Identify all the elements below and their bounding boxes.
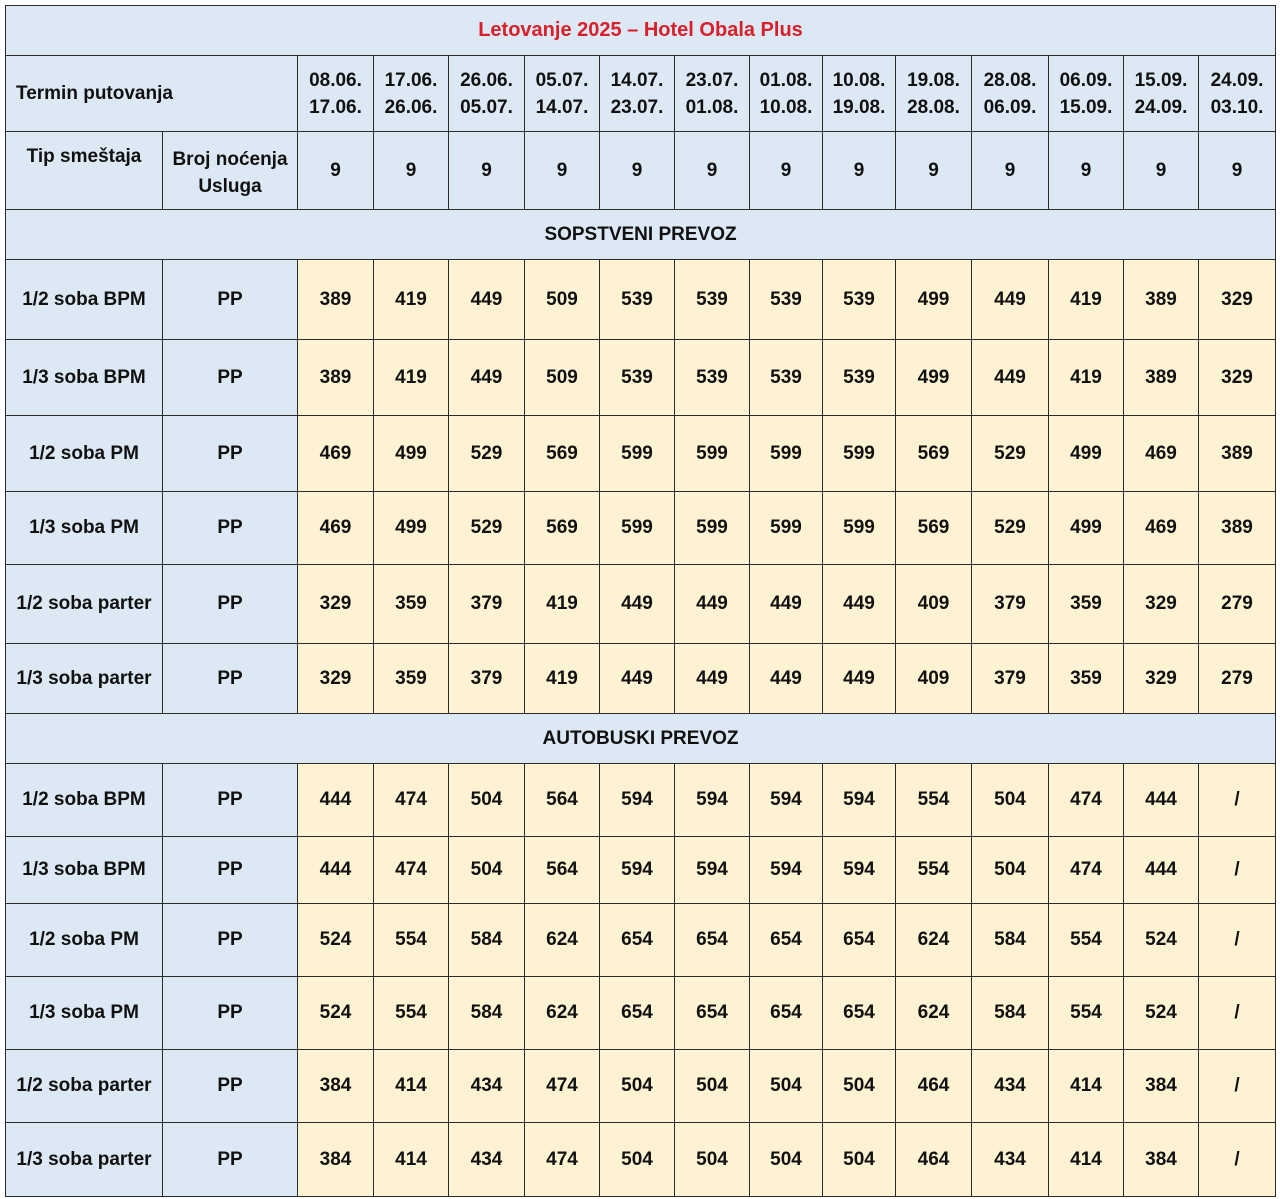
price-cell: 414 <box>374 1123 449 1197</box>
price-cell: / <box>1199 904 1276 977</box>
price-cell: 419 <box>525 644 600 714</box>
nights-7: 9 <box>823 132 896 210</box>
price-cell: 499 <box>374 492 449 565</box>
price-cell: 379 <box>972 644 1049 714</box>
price-table <box>5 5 1276 1197</box>
price-cell: 499 <box>1049 492 1124 565</box>
price-cell: 419 <box>374 340 449 416</box>
price-cell: 444 <box>1124 764 1199 837</box>
nights-row <box>6 132 1276 210</box>
price-cell: 449 <box>675 565 750 644</box>
period-from: 28.08. <box>983 69 1037 91</box>
price-cell: 594 <box>600 837 675 904</box>
price-cell: 449 <box>600 565 675 644</box>
period-6 <box>750 56 823 132</box>
section-row <box>6 210 1276 260</box>
price-cell: 444 <box>298 837 374 904</box>
nights-0: 9 <box>298 132 374 210</box>
price-cell: 449 <box>972 260 1049 340</box>
period-to: 14.07. <box>535 96 589 118</box>
price-table-body <box>6 6 1276 1197</box>
price-cell: 509 <box>525 260 600 340</box>
price-cell: 474 <box>1049 764 1124 837</box>
price-cell: 474 <box>374 837 449 904</box>
price-cell: 419 <box>525 565 600 644</box>
service: PP <box>163 565 298 644</box>
service: PP <box>163 977 298 1050</box>
price-cell: 569 <box>896 416 972 492</box>
price-cell: 464 <box>896 1123 972 1197</box>
price-cell: 379 <box>972 565 1049 644</box>
table-row <box>6 977 1276 1050</box>
price-cell: 584 <box>449 904 525 977</box>
period-to: 05.07. <box>460 96 513 118</box>
price-cell: 329 <box>1124 565 1199 644</box>
room-type: 1/3 soba parter <box>6 644 163 714</box>
price-cell: 329 <box>1199 340 1276 416</box>
section-row <box>6 714 1276 764</box>
price-cell: 524 <box>1124 904 1199 977</box>
price-cell: 419 <box>1049 260 1124 340</box>
price-cell: 449 <box>823 565 896 644</box>
price-cell: 594 <box>675 764 750 837</box>
room-type: 1/3 soba BPM <box>6 340 163 416</box>
price-cell: 554 <box>896 764 972 837</box>
nights-12: 9 <box>1199 132 1276 210</box>
nights-10: 9 <box>1049 132 1124 210</box>
price-cell: 504 <box>449 764 525 837</box>
price-cell: 329 <box>298 644 374 714</box>
room-type: 1/3 soba PM <box>6 977 163 1050</box>
price-cell: 434 <box>972 1050 1049 1123</box>
period-to: 19.08. <box>832 96 886 118</box>
price-cell: 504 <box>972 764 1049 837</box>
price-cell: 359 <box>374 565 449 644</box>
price-cell: 379 <box>449 644 525 714</box>
period-to: 23.07. <box>610 96 664 118</box>
price-cell: 539 <box>750 340 823 416</box>
price-cell: 554 <box>1049 904 1124 977</box>
price-cell: / <box>1199 1050 1276 1123</box>
nights-3: 9 <box>525 132 600 210</box>
price-cell: 624 <box>896 977 972 1050</box>
price-cell: 434 <box>972 1123 1049 1197</box>
price-cell: 504 <box>750 1123 823 1197</box>
price-cell: 654 <box>823 904 896 977</box>
price-cell: 384 <box>298 1123 374 1197</box>
price-cell: 594 <box>600 764 675 837</box>
table-row <box>6 1050 1276 1123</box>
price-cell: 464 <box>896 1050 972 1123</box>
price-cell: 539 <box>823 340 896 416</box>
service: PP <box>163 837 298 904</box>
service: PP <box>163 260 298 340</box>
price-cell: 449 <box>449 340 525 416</box>
price-cell: 434 <box>449 1050 525 1123</box>
period-10 <box>1049 56 1124 132</box>
period-to: 06.09. <box>983 96 1037 118</box>
price-cell: 384 <box>1124 1050 1199 1123</box>
service: PP <box>163 904 298 977</box>
period-from: 05.07. <box>535 69 589 91</box>
period-from: 24.09. <box>1210 69 1264 91</box>
table-row <box>6 904 1276 977</box>
price-cell: 654 <box>750 977 823 1050</box>
period-7 <box>823 56 896 132</box>
room-type: 1/2 soba BPM <box>6 260 163 340</box>
price-cell: 554 <box>896 837 972 904</box>
price-cell: 434 <box>449 1123 525 1197</box>
period-0 <box>298 56 374 132</box>
price-cell: 389 <box>298 260 374 340</box>
period-9 <box>972 56 1049 132</box>
price-cell: 279 <box>1199 644 1276 714</box>
service: PP <box>163 492 298 565</box>
price-cell: 329 <box>1199 260 1276 340</box>
price-cell: 599 <box>675 416 750 492</box>
price-cell: 594 <box>750 764 823 837</box>
price-cell: 469 <box>298 492 374 565</box>
price-cell: 504 <box>823 1050 896 1123</box>
section-label: SOPSTVENI PREVOZ <box>6 210 1276 260</box>
nights-8: 9 <box>896 132 972 210</box>
service: PP <box>163 644 298 714</box>
price-cell: 569 <box>525 416 600 492</box>
price-cell: 449 <box>449 260 525 340</box>
price-cell: 599 <box>823 492 896 565</box>
price-cell: 359 <box>374 644 449 714</box>
price-cell: 529 <box>449 416 525 492</box>
period-to: 01.08. <box>685 96 739 118</box>
price-cell: 509 <box>525 340 600 416</box>
price-cell: 449 <box>750 565 823 644</box>
price-cell: 499 <box>374 416 449 492</box>
price-cell: 504 <box>600 1050 675 1123</box>
nights-2: 9 <box>449 132 525 210</box>
price-cell: 584 <box>449 977 525 1050</box>
room-type: 1/2 soba parter <box>6 1050 163 1123</box>
period-from: 06.09. <box>1059 69 1113 91</box>
price-cell: 474 <box>1049 837 1124 904</box>
nights-9: 9 <box>972 132 1049 210</box>
table-row <box>6 837 1276 904</box>
nights-5: 9 <box>675 132 750 210</box>
usluga-label: Usluga <box>198 176 262 197</box>
price-cell: 524 <box>298 977 374 1050</box>
price-cell: 329 <box>1124 644 1199 714</box>
price-cell: 524 <box>1124 977 1199 1050</box>
service: PP <box>163 416 298 492</box>
price-cell: 654 <box>750 904 823 977</box>
price-cell: 539 <box>750 260 823 340</box>
price-cell: 584 <box>972 904 1049 977</box>
period-4 <box>600 56 675 132</box>
period-from: 10.08. <box>832 69 886 91</box>
price-cell: 654 <box>823 977 896 1050</box>
period-12 <box>1199 56 1276 132</box>
price-cell: 599 <box>600 416 675 492</box>
period-to: 24.09. <box>1134 96 1188 118</box>
price-cell: 449 <box>823 644 896 714</box>
price-cell: 469 <box>1124 492 1199 565</box>
room-type: 1/2 soba BPM <box>6 764 163 837</box>
price-cell: 654 <box>675 904 750 977</box>
price-cell: 389 <box>1124 340 1199 416</box>
table-row <box>6 1123 1276 1197</box>
price-cell: / <box>1199 977 1276 1050</box>
price-cell: 384 <box>1124 1123 1199 1197</box>
price-cell: 389 <box>298 340 374 416</box>
period-1 <box>374 56 449 132</box>
period-to: 10.08. <box>759 96 813 118</box>
nights-6: 9 <box>750 132 823 210</box>
price-cell: / <box>1199 837 1276 904</box>
price-cell: 569 <box>525 492 600 565</box>
period-from: 19.08. <box>907 69 960 91</box>
price-cell: 584 <box>972 977 1049 1050</box>
price-cell: 414 <box>1049 1050 1124 1123</box>
price-cell: 504 <box>675 1050 750 1123</box>
price-cell: 279 <box>1199 565 1276 644</box>
period-from: 23.07. <box>685 69 739 91</box>
price-cell: 359 <box>1049 644 1124 714</box>
table-row <box>6 644 1276 714</box>
service: PP <box>163 340 298 416</box>
table-row <box>6 565 1276 644</box>
period-to: 15.09. <box>1059 96 1113 118</box>
price-cell: 599 <box>600 492 675 565</box>
price-cell: 654 <box>600 977 675 1050</box>
price-cell: 539 <box>675 260 750 340</box>
price-cell: 599 <box>750 416 823 492</box>
table-row <box>6 416 1276 492</box>
price-cell: 529 <box>449 492 525 565</box>
room-type: 1/2 soba PM <box>6 416 163 492</box>
period-to: 17.06. <box>309 96 362 118</box>
price-cell: 449 <box>972 340 1049 416</box>
price-cell: 599 <box>750 492 823 565</box>
price-cell: 504 <box>823 1123 896 1197</box>
price-cell: 554 <box>374 977 449 1050</box>
price-cell: 594 <box>675 837 750 904</box>
period-from: 01.08. <box>759 69 813 91</box>
price-cell: 529 <box>972 492 1049 565</box>
price-cell: 624 <box>896 904 972 977</box>
price-cell: 474 <box>525 1123 600 1197</box>
price-cell: 599 <box>823 416 896 492</box>
price-cell: 449 <box>675 644 750 714</box>
price-cell: 529 <box>972 416 1049 492</box>
price-cell: 539 <box>600 340 675 416</box>
price-cell: 359 <box>1049 565 1124 644</box>
period-from: 08.06. <box>309 69 362 91</box>
price-cell: 504 <box>600 1123 675 1197</box>
price-cell: 504 <box>972 837 1049 904</box>
price-cell: 449 <box>600 644 675 714</box>
period-11 <box>1124 56 1199 132</box>
room-type: 1/2 soba parter <box>6 565 163 644</box>
price-cell: 419 <box>1049 340 1124 416</box>
period-8 <box>896 56 972 132</box>
table-row <box>6 492 1276 565</box>
price-cell: 539 <box>823 260 896 340</box>
broj-usluga-label <box>163 132 298 210</box>
room-type: 1/3 soba parter <box>6 1123 163 1197</box>
price-cell: 379 <box>449 565 525 644</box>
room-type: 1/2 soba PM <box>6 904 163 977</box>
termin-label: Termin putovanja <box>6 56 298 132</box>
period-from: 26.06. <box>460 69 513 91</box>
service: PP <box>163 1050 298 1123</box>
price-cell: 414 <box>1049 1123 1124 1197</box>
price-cell: 654 <box>600 904 675 977</box>
price-cell: 409 <box>896 565 972 644</box>
broj-label: Broj noćenja <box>172 149 288 170</box>
price-cell: 499 <box>896 340 972 416</box>
price-cell: 594 <box>750 837 823 904</box>
price-cell: 624 <box>525 904 600 977</box>
price-cell: 594 <box>823 837 896 904</box>
price-cell: 329 <box>298 565 374 644</box>
price-cell: / <box>1199 764 1276 837</box>
price-cell: 499 <box>896 260 972 340</box>
price-cell: 554 <box>374 904 449 977</box>
period-to: 28.08. <box>907 96 960 118</box>
period-to: 26.06. <box>384 96 438 118</box>
room-type: 1/3 soba PM <box>6 492 163 565</box>
price-cell: 469 <box>298 416 374 492</box>
price-cell: 409 <box>896 644 972 714</box>
room-type: 1/3 soba BPM <box>6 837 163 904</box>
price-cell: 389 <box>1199 492 1276 565</box>
price-cell: 389 <box>1124 260 1199 340</box>
tip-label: Tip smeštaja <box>6 132 163 210</box>
price-cell: 624 <box>525 977 600 1050</box>
period-from: 17.06. <box>384 69 438 91</box>
price-cell: 504 <box>675 1123 750 1197</box>
period-from: 15.09. <box>1134 69 1188 91</box>
price-cell: 594 <box>823 764 896 837</box>
price-cell: 384 <box>298 1050 374 1123</box>
price-cell: 444 <box>298 764 374 837</box>
price-cell: 444 <box>1124 837 1199 904</box>
price-cell: 449 <box>750 644 823 714</box>
nights-1: 9 <box>374 132 449 210</box>
price-cell: 539 <box>675 340 750 416</box>
table-row <box>6 764 1276 837</box>
price-cell: 474 <box>374 764 449 837</box>
period-5 <box>675 56 750 132</box>
price-cell: 564 <box>525 837 600 904</box>
price-cell: 564 <box>525 764 600 837</box>
section-label: AUTOBUSKI PREVOZ <box>6 714 1276 764</box>
title-row <box>6 6 1276 56</box>
price-cell: 389 <box>1199 416 1276 492</box>
price-cell: 419 <box>374 260 449 340</box>
price-cell: 539 <box>600 260 675 340</box>
price-cell: 654 <box>675 977 750 1050</box>
period-from: 14.07. <box>610 69 664 91</box>
price-cell: 554 <box>1049 977 1124 1050</box>
period-3 <box>525 56 600 132</box>
price-cell: 569 <box>896 492 972 565</box>
price-cell: 469 <box>1124 416 1199 492</box>
price-cell: 524 <box>298 904 374 977</box>
price-cell: 504 <box>750 1050 823 1123</box>
nights-4: 9 <box>600 132 675 210</box>
nights-11: 9 <box>1124 132 1199 210</box>
price-cell: 414 <box>374 1050 449 1123</box>
period-row <box>6 56 1276 132</box>
period-to: 03.10. <box>1210 96 1264 118</box>
service: PP <box>163 764 298 837</box>
price-cell: 599 <box>675 492 750 565</box>
period-2 <box>449 56 525 132</box>
price-cell: 474 <box>525 1050 600 1123</box>
table-title: Letovanje 2025 – Hotel Obala Plus <box>6 6 1276 56</box>
price-cell: / <box>1199 1123 1276 1197</box>
table-row <box>6 340 1276 416</box>
price-cell: 504 <box>449 837 525 904</box>
price-cell: 499 <box>1049 416 1124 492</box>
service: PP <box>163 1123 298 1197</box>
table-row <box>6 260 1276 340</box>
